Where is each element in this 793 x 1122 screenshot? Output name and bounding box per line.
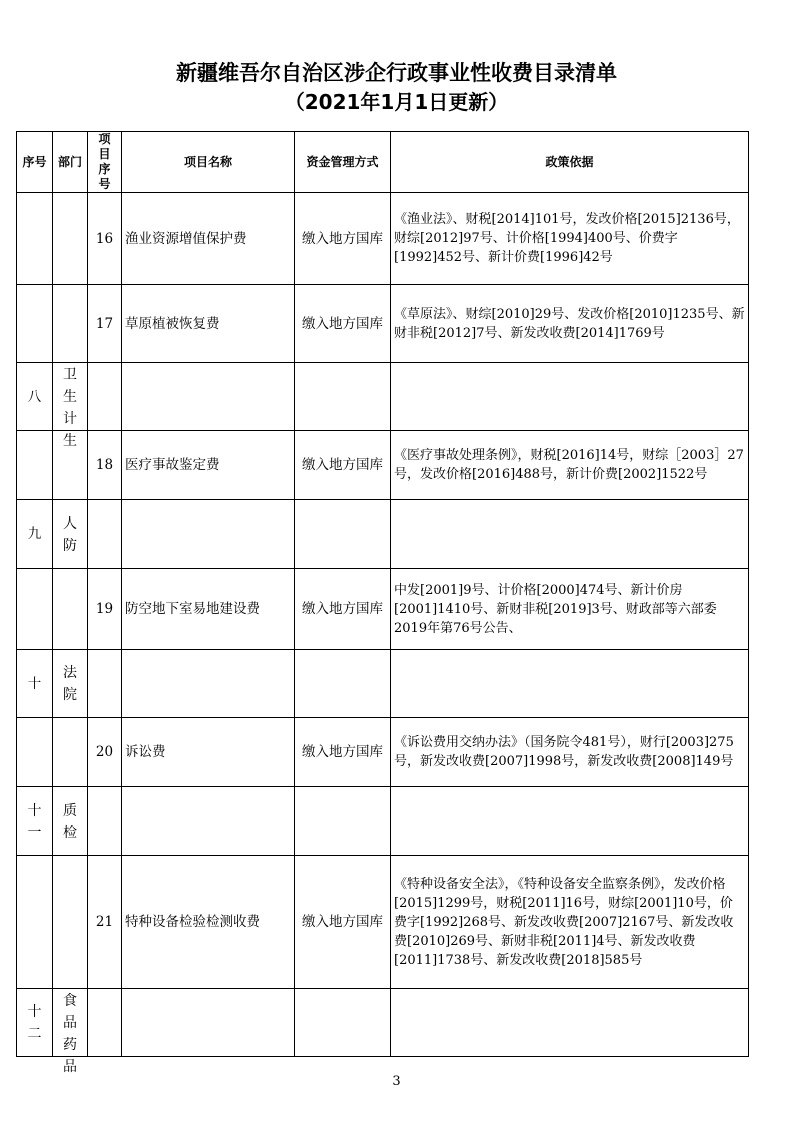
item-name: 医疗事故鉴定费 xyxy=(122,431,295,500)
fund-management: 缴入地方国库 xyxy=(295,718,391,787)
dept-row xyxy=(17,363,749,431)
dept-row xyxy=(17,989,749,1057)
dept-name: 人防 xyxy=(63,515,77,554)
table-row xyxy=(17,431,749,500)
table-header-row xyxy=(17,132,749,193)
dept-seq: 十二 xyxy=(27,1004,42,1042)
header-fund-mgmt: 资金管理方式 xyxy=(295,132,391,193)
table-row xyxy=(17,718,749,787)
fund-management: 缴入地方国库 xyxy=(295,193,391,285)
table-row xyxy=(17,193,749,285)
item-number: 21 xyxy=(88,856,122,989)
item-name: 防空地下室易地建设费 xyxy=(122,569,295,650)
item-number: 18 xyxy=(88,431,122,500)
document-title: 新疆维吾尔自治区涉企行政事业性收费目录清单 xyxy=(176,61,617,85)
fund-management: 缴入地方国库 xyxy=(295,856,391,989)
document-subtitle: （2021年1月1日更新） xyxy=(284,90,509,114)
item-number: 16 xyxy=(88,193,122,285)
dept-name: 法院 xyxy=(63,665,77,703)
dept-seq: 十一 xyxy=(27,802,42,841)
fund-management: 缴入地方国库 xyxy=(295,569,391,650)
dept-row xyxy=(17,500,749,569)
item-number: 20 xyxy=(88,718,122,787)
item-name: 特种设备检验检测收费 xyxy=(122,856,295,989)
dept-seq: 八 xyxy=(17,363,53,431)
item-number: 17 xyxy=(88,285,122,363)
item-name: 诉讼费 xyxy=(122,718,295,787)
header-item-name: 项目名称 xyxy=(122,132,295,193)
dept-name: 质检 xyxy=(63,802,77,841)
dept-row xyxy=(17,650,749,718)
dept-seq: 十 xyxy=(17,650,53,718)
policy-basis: 《医疗事故处理条例》，财税[2016]14号，财综［2003］27号，发改价格[2016]488号，新计价费[2002]1522号 xyxy=(391,431,749,500)
policy-basis: 《草原法》、财综[2010]29号、发改价格[2010]1235号、新财非税[2012]7号、新发改收费[2014]1769号 xyxy=(391,285,749,363)
table-row xyxy=(17,285,749,363)
table-row xyxy=(17,569,749,650)
header-policy: 政策依据 xyxy=(391,132,749,193)
header-seq: 序号 xyxy=(17,132,53,193)
header-dept: 部门 xyxy=(53,132,88,193)
policy-basis: 中发[2001]9号、计价格[2000]474号、新计价房[2001]1410号、新财非税[2019]3号、财政部等六部委2019年第76号公告、 xyxy=(391,569,749,650)
item-number: 19 xyxy=(88,569,122,650)
fund-management: 缴入地方国库 xyxy=(295,431,391,500)
header-item-seq: 项目序号 xyxy=(88,132,122,193)
dept-name: 食品药品 xyxy=(63,993,77,1075)
table-row xyxy=(17,856,749,989)
fund-management: 缴入地方国库 xyxy=(295,285,391,363)
dept-name: 卫生计生 xyxy=(63,367,77,449)
dept-row xyxy=(17,787,749,856)
policy-basis: 《诉讼费用交纳办法》（国务院令481号），财行[2003]275号，新发改收费[2007]1998号，新发改收费[2008]149号 xyxy=(391,718,749,787)
policy-basis: 《特种设备安全法》，《特种设备安全监察条例》，发改价格[2015]1299号，财税[2011]16号，财综[2001]10号，价费字[1992]268号、新发改收费[2007]2167号、新发改收费[2010]269号、新财非税[2011]4号、新发改收费[2011]1738号、新发改收费[2018]585号 xyxy=(391,856,749,989)
dept-seq: 九 xyxy=(17,500,53,569)
fee-catalog-table xyxy=(16,131,749,1075)
item-name: 渔业资源增值保护费 xyxy=(122,193,295,285)
item-name: 草原植被恢复费 xyxy=(122,285,295,363)
page-number: 3 xyxy=(392,1074,401,1089)
policy-basis: 《渔业法》、财税[2014]101号，发改价格[2015]2136号，财综[2012]97号、计价格[1994]400号、价费字[1992]452号、新计价费[1996]42号 xyxy=(391,193,749,285)
